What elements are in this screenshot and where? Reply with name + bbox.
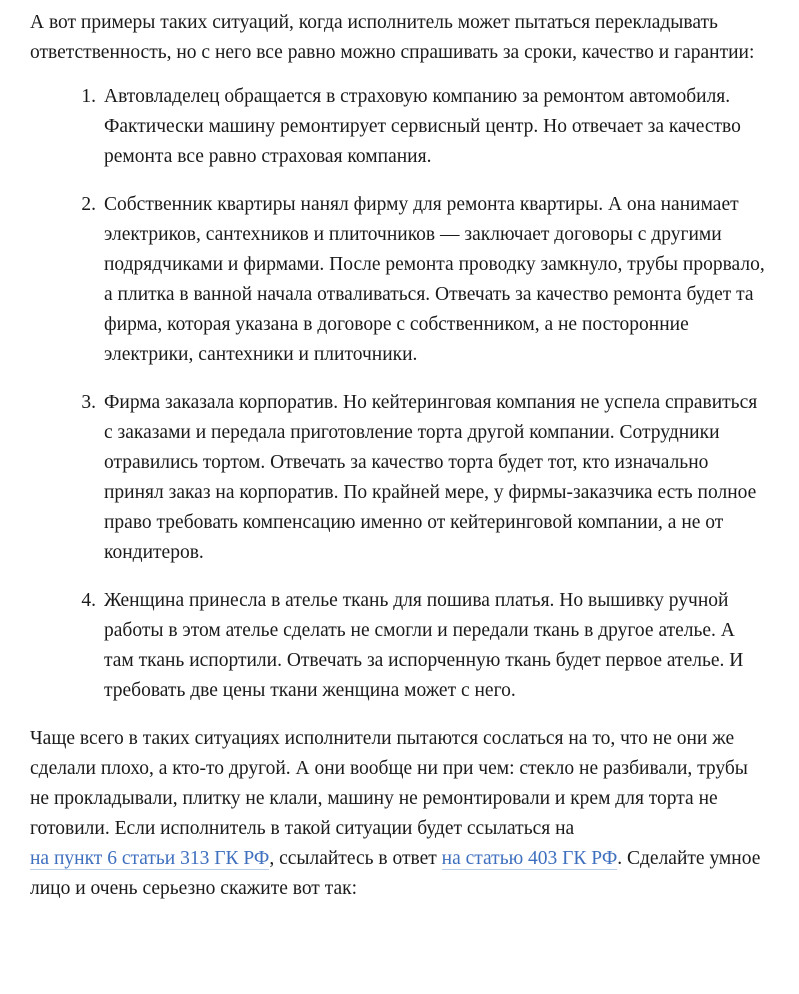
list-item: Женщина принесла в ателье ткань для пошива платья. Но вышивку ручной работы в этом ателье сделать не смогли и передали ткань в другое ателье. А там ткань испортили. Отвечать за испорченную ткань будет первое ателье. И требовать две цены ткани женщина может с него.	[104, 590, 744, 701]
closing-text-part-1: Чаще всего в таких ситуациях исполнители пытаются сослаться на то, что не они же сделали плохо, а кто-то другой. А они вообще ни при чем: стекло не разбивали, трубы не прокладывали, плитку не клали, машину не ремонтировали и крем для торта не готовили. Если исполнитель в такой ситуации будет ссылаться на	[30, 728, 748, 839]
list-item: Автовладелец обращается в страховую компанию за ремонтом автомобиля. Фактически машину ремонтирует сервисный центр. Но отвечает за качество ремонта все равно страховая компания.	[104, 86, 741, 167]
examples-list	[30, 82, 769, 706]
closing-paragraph	[30, 724, 769, 904]
link-article-403[interactable]: на статью 403 ГК РФ	[441, 848, 618, 869]
link-article-313[interactable]: на пункт 6 статьи 313 ГК РФ	[30, 848, 270, 869]
intro-paragraph: А вот примеры таких ситуаций, когда исполнитель может пытаться перекладывать ответственность, но с него все равно можно спрашивать за сроки, качество и гарантии:	[30, 12, 755, 63]
closing-text-part-3: . Сделайте умное лицо и очень серьезно скажите вот так:	[30, 848, 761, 899]
closing-text-part-2: , ссылайтесь в ответ	[269, 848, 442, 869]
list-item: Собственник квартиры нанял фирму для ремонта квартиры. А она нанимает электриков, сантехников и плиточников — заключает договоры с другими подрядчиками и фирмами. После ремонта проводку замкнуло, трубы прорвало, а плитка в ванной начала отваливаться. Отвечать за качество ремонта будет та фирма, которая указана в договоре с собственником, а не посторонние электрики, сантехники и плиточники.	[104, 194, 765, 365]
list-item: Фирма заказала корпоратив. Но кейтеринговая компания не успела справиться с заказами и передала приготовление торта другой компании. Сотрудники отравились тортом. Отвечать за качество торта будет тот, кто изначально принял заказ на корпоратив. По крайней мере, у фирмы-заказчика есть полное право требовать компенсацию именно от кейтеринговой компании, а не от кондитеров.	[104, 392, 758, 563]
